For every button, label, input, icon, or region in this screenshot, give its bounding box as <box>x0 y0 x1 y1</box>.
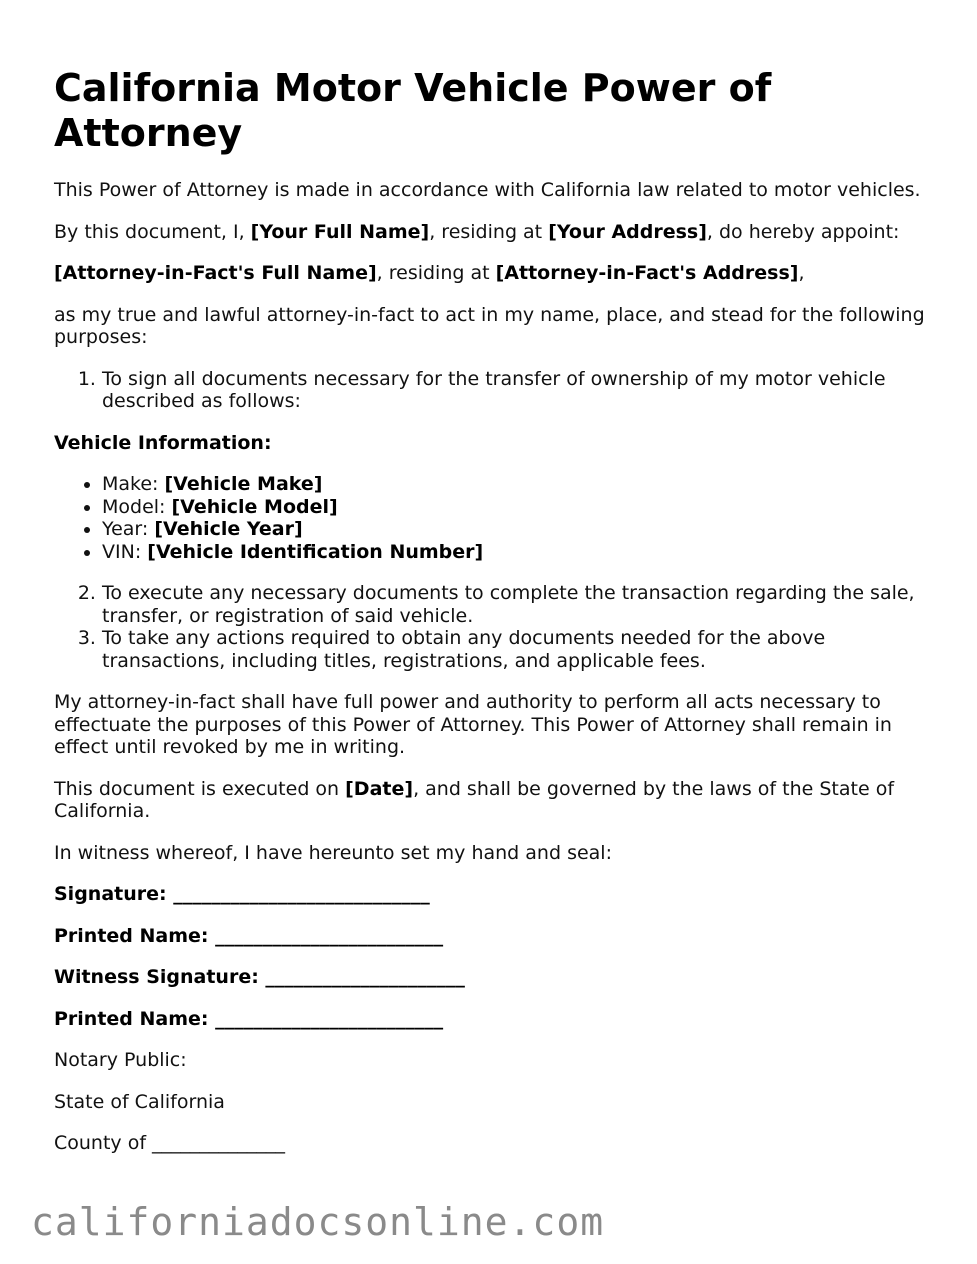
vehicle-info-list <box>54 473 934 563</box>
purposes-list-first <box>54 368 934 413</box>
notary-county[interactable]: County of ______________ <box>54 1132 286 1154</box>
witness-signature-blank[interactable]: _____________________ <box>265 966 465 988</box>
principal-address-placeholder: [Your Address] <box>548 220 707 243</box>
attorney-mid: , residing at <box>376 262 496 284</box>
authority-paragraph: My attorney-in-fact shall have full power and authority to perform all acts necessary to effectuate the purposes of this Power of Attorney. This Power of Attorney shall remain in effect until revoked by me in writing. <box>54 691 892 758</box>
appoint-prefix: By this document, I, <box>54 220 251 243</box>
printed-name-label: Printed Name: <box>54 924 216 947</box>
intro-paragraph: This Power of Attorney is made in accordance with California law related to motor vehicles. <box>54 179 921 201</box>
vehicle-model-label: Model: <box>102 495 172 518</box>
attorney-suffix: , <box>798 262 805 284</box>
signature-blank[interactable]: ___________________________ <box>173 883 430 905</box>
signature-line[interactable] <box>54 883 934 906</box>
execution-prefix: This document is executed on <box>54 777 346 800</box>
vehicle-year-item <box>102 518 934 541</box>
witness-intro: In witness whereof, I have hereunto set my hand and seal: <box>54 841 612 864</box>
witness-signature-line[interactable] <box>54 966 934 989</box>
attorney-paragraph <box>54 262 934 285</box>
vehicle-make-item <box>102 473 934 496</box>
document-page <box>54 66 934 1174</box>
date-placeholder: [Date] <box>345 777 414 800</box>
execution-suffix: , and shall be governed by the laws of the State of California. <box>54 777 895 822</box>
principal-name-placeholder: [Your Full Name] <box>250 220 430 243</box>
witness-printed-name-label: Printed Name: <box>54 1007 216 1030</box>
vehicle-info-heading <box>54 432 934 455</box>
document-title: California Motor Vehicle Power of Attorney <box>54 66 772 155</box>
printed-name-line[interactable] <box>54 925 934 948</box>
vehicle-heading-text: Vehicle Information: <box>54 431 272 454</box>
vehicle-make-placeholder: [Vehicle Make] <box>164 473 323 495</box>
vehicle-model-placeholder: [Vehicle Model] <box>171 495 338 518</box>
appoint-mid: , residing at <box>429 220 549 243</box>
purpose-item: 3. To take any actions required to obtain any documents needed for the above transactions, including titles, registrations, and applicable fees. <box>102 627 934 672</box>
notary-state: State of California <box>54 1090 225 1113</box>
vehicle-year-placeholder: [Vehicle Year] <box>154 518 303 540</box>
purpose-item: 2. To execute any necessary documents to complete the transaction regarding the sale, transfer, or registration of said vehicle. <box>102 582 934 627</box>
appoint-suffix: , do hereby appoint: <box>706 220 900 243</box>
signature-label: Signature: <box>54 883 174 905</box>
vehicle-vin-placeholder: [Vehicle Identification Number] <box>147 540 484 563</box>
vehicle-year-label: Year: <box>102 518 155 540</box>
vehicle-vin-label: VIN: <box>102 540 148 563</box>
attorney-name-placeholder: [Attorney-in-Fact's Full Name] <box>54 262 377 284</box>
purposes-list-rest <box>54 582 934 672</box>
vehicle-make-label: Make: <box>102 473 165 495</box>
site-watermark: californiadocsonline.com <box>31 1200 605 1244</box>
execution-paragraph <box>54 778 934 823</box>
attorney-address-placeholder: [Attorney-in-Fact's Address] <box>495 262 799 284</box>
appointment-paragraph <box>54 221 934 244</box>
purpose-intro: as my true and lawful attorney-in-fact to act in my name, place, and stead for the following purposes: <box>54 303 925 348</box>
vehicle-vin-item <box>102 541 934 564</box>
vehicle-model-item <box>102 496 934 519</box>
witness-printed-name-line[interactable] <box>54 1008 934 1031</box>
purpose-item: 1. To sign all documents necessary for the transfer of ownership of my motor vehicle described as follows: <box>102 368 934 413</box>
witness-printed-name-blank[interactable]: ________________________ <box>215 1007 444 1030</box>
witness-signature-label: Witness Signature: <box>54 966 266 988</box>
notary-label: Notary Public: <box>54 1049 187 1071</box>
printed-name-blank[interactable]: ________________________ <box>215 924 444 947</box>
